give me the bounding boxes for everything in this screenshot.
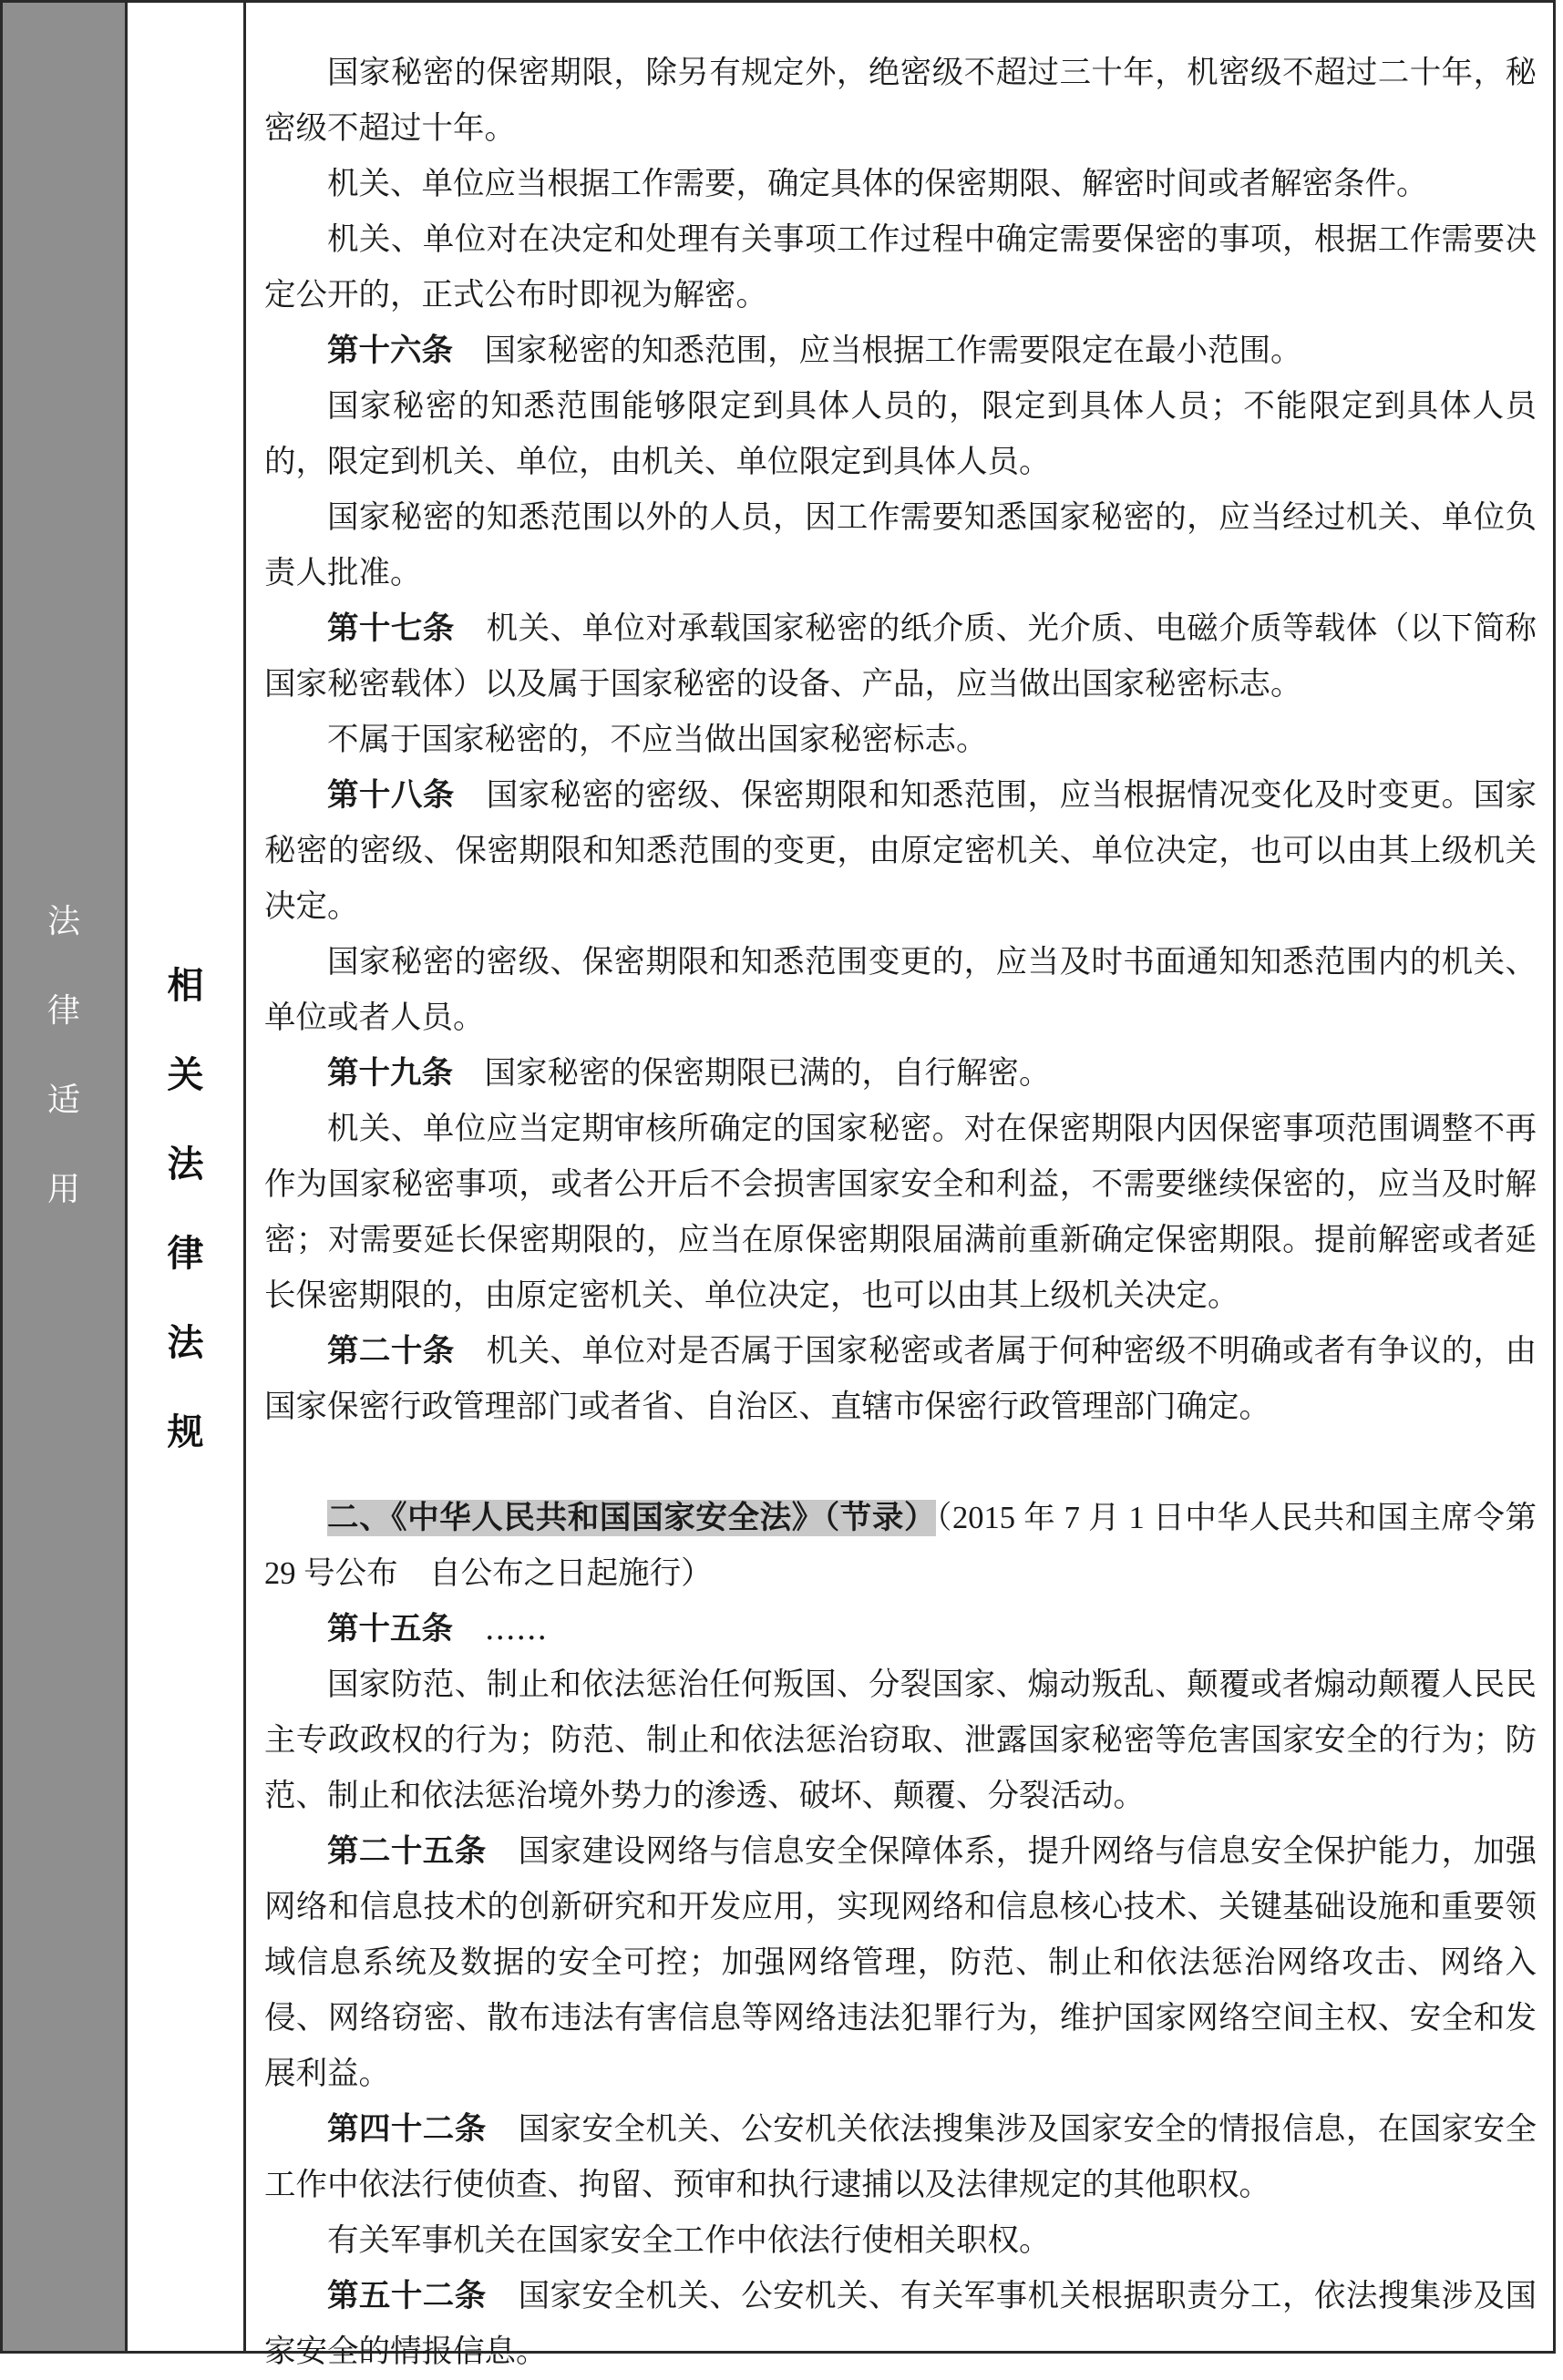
article-label: 第二十五条: [327, 1833, 487, 1870]
section-note: （2015 年 7 月 1 日中华人民共和国主席令第 29 号公布 自公布之日起施行）: [264, 1501, 1537, 1591]
article-label: 第十五条: [327, 1611, 453, 1647]
article-15: [264, 1602, 1537, 1657]
article-text: 国家秘密的知悉范围，应当根据工作需要限定在最小范围。: [453, 333, 1302, 369]
article-52: [264, 2269, 1537, 2380]
section-heading: [264, 1491, 1537, 1602]
paragraph: 国家秘密的知悉范围以外的人员，因工作需要知悉国家秘密的，应当经过机关、单位负责人批准。: [264, 499, 1537, 591]
paragraph: 机关、单位应当定期审核所确定的国家秘密。对在保密期限内因保密事项范围调整不再作为国家秘密事项，或者公开后不会损害国家安全和利益，不需要继续保密的，应当及时解密；对需要延长保密期限的，应当在原保密期限届满前重新确定保密期限。提前解密或者延长保密期限的，由原定密机关、单位决定，也可以由其上级机关决定。: [264, 1111, 1537, 1314]
category-label: [3, 877, 125, 1235]
paragraph: 国家秘密的密级、保密期限和知悉范围变更的，应当及时书面通知知悉范围内的机关、单位或者人员。: [264, 944, 1537, 1036]
article-label: 第十六条: [327, 333, 453, 369]
article-25: [264, 1824, 1537, 2102]
section-char: 律: [167, 1233, 204, 1275]
section-char: 相: [167, 965, 204, 1007]
paragraph: 机关、单位对在决定和处理有关事项工作过程中确定需要保密的事项，根据工作需要决定公开的，正式公布时即视为解密。: [264, 221, 1537, 313]
paragraph: 不属于国家秘密的，不应当做出国家秘密标志。: [327, 722, 988, 758]
article-18: [264, 768, 1537, 935]
section-char: 法: [167, 1322, 204, 1364]
article-text: 机关、单位对是否属于国家秘密或者属于何种密级不明确或者有争议的，由国家保密行政管理部门或者省、自治区、直辖市保密行政管理部门确定。: [264, 1333, 1537, 1425]
section-char: 法: [167, 1144, 204, 1185]
section-char: 关: [167, 1054, 204, 1096]
article-text: 机关、单位对承载国家秘密的纸介质、光介质、电磁介质等载体（以下简称国家秘密载体）以及属于国家秘密的设备、产品，应当做出国家秘密标志。: [264, 610, 1537, 703]
article-20: [264, 1324, 1537, 1435]
paragraph: 机关、单位应当根据工作需要，确定具体的保密期限、解密时间或者解密条件。: [327, 166, 1428, 202]
paragraph: 国家防范、制止和依法惩治任何叛国、分裂国家、煽动叛乱、颠覆或者煽动颠覆人民民主专政政权的行为；防范、制止和依法惩治窃取、泄露国家秘密等危害国家安全的行为；防范、制止和依法惩治境外势力的渗透、破坏、颠覆、分裂活动。: [264, 1667, 1537, 1814]
article-text: ……: [453, 1611, 548, 1647]
article-text: 国家秘密的保密期限已满的，自行解密。: [453, 1055, 1051, 1092]
category-column: [3, 3, 128, 2351]
section-char: 规: [167, 1411, 204, 1453]
article-label: 第二十条: [327, 1333, 455, 1370]
section-label: [128, 941, 243, 1477]
section-gap: [264, 1435, 1537, 1491]
article-label: 第五十二条: [327, 2278, 487, 2314]
body-text: [264, 46, 1537, 2380]
article-label: 第十九条: [327, 1055, 453, 1092]
paragraph: 国家秘密的知悉范围能够限定到具体人员的，限定到具体人员；不能限定到具体人员的，限定到机关、单位，由机关、单位限定到具体人员。: [264, 388, 1537, 480]
article-19: [264, 1046, 1537, 1102]
paragraph: 国家秘密的保密期限，除另有规定外，绝密级不超过三十年，机密级不超过二十年，秘密级不超过十年。: [264, 55, 1537, 147]
article-16: [264, 323, 1537, 379]
article-label: 第四十二条: [327, 2111, 487, 2148]
article-label: 第十七条: [327, 610, 455, 647]
article-17: [264, 601, 1537, 713]
section-title: 二、《中华人民共和国国家安全法》（节录）: [327, 1500, 937, 1536]
category-char: 用: [46, 1171, 80, 1208]
category-char: 适: [46, 1082, 80, 1119]
category-char: 律: [46, 992, 80, 1030]
article-text: 国家建设网络与信息安全保障体系，提升网络与信息安全保护能力，加强网络和信息技术的创新研究和开发应用，实现网络和信息核心技术、关键基础设施和重要领域信息系统及数据的安全可控；加强网络管理，防范、制止和依法惩治网络攻击、网络入侵、网络窃密、散布违法有害信息等网络违法犯罪行为，维护国家网络空间主权、安全和发展利益。: [264, 1833, 1537, 2092]
section-column: [128, 3, 246, 2351]
article-text: 国家安全机关、公安机关、有关军事机关根据职责分工，依法搜集涉及国家安全的情报信息。: [264, 2278, 1537, 2370]
article-text: 国家秘密的密级、保密期限和知悉范围，应当根据情况变化及时变更。国家秘密的密级、保密期限和知悉范围的变更，由原定密机关、单位决定，也可以由其上级机关决定。: [264, 777, 1537, 925]
paragraph: 有关军事机关在国家安全工作中依法行使相关职权。: [327, 2222, 1051, 2259]
category-char: 法: [46, 903, 80, 940]
article-label: 第十八条: [327, 777, 455, 814]
article-42: [264, 2102, 1537, 2213]
article-text: 国家安全机关、公安机关依法搜集涉及国家安全的情报信息，在国家安全工作中依法行使侦查、拘留、预审和执行逮捕以及法律规定的其他职权。: [264, 2111, 1537, 2203]
